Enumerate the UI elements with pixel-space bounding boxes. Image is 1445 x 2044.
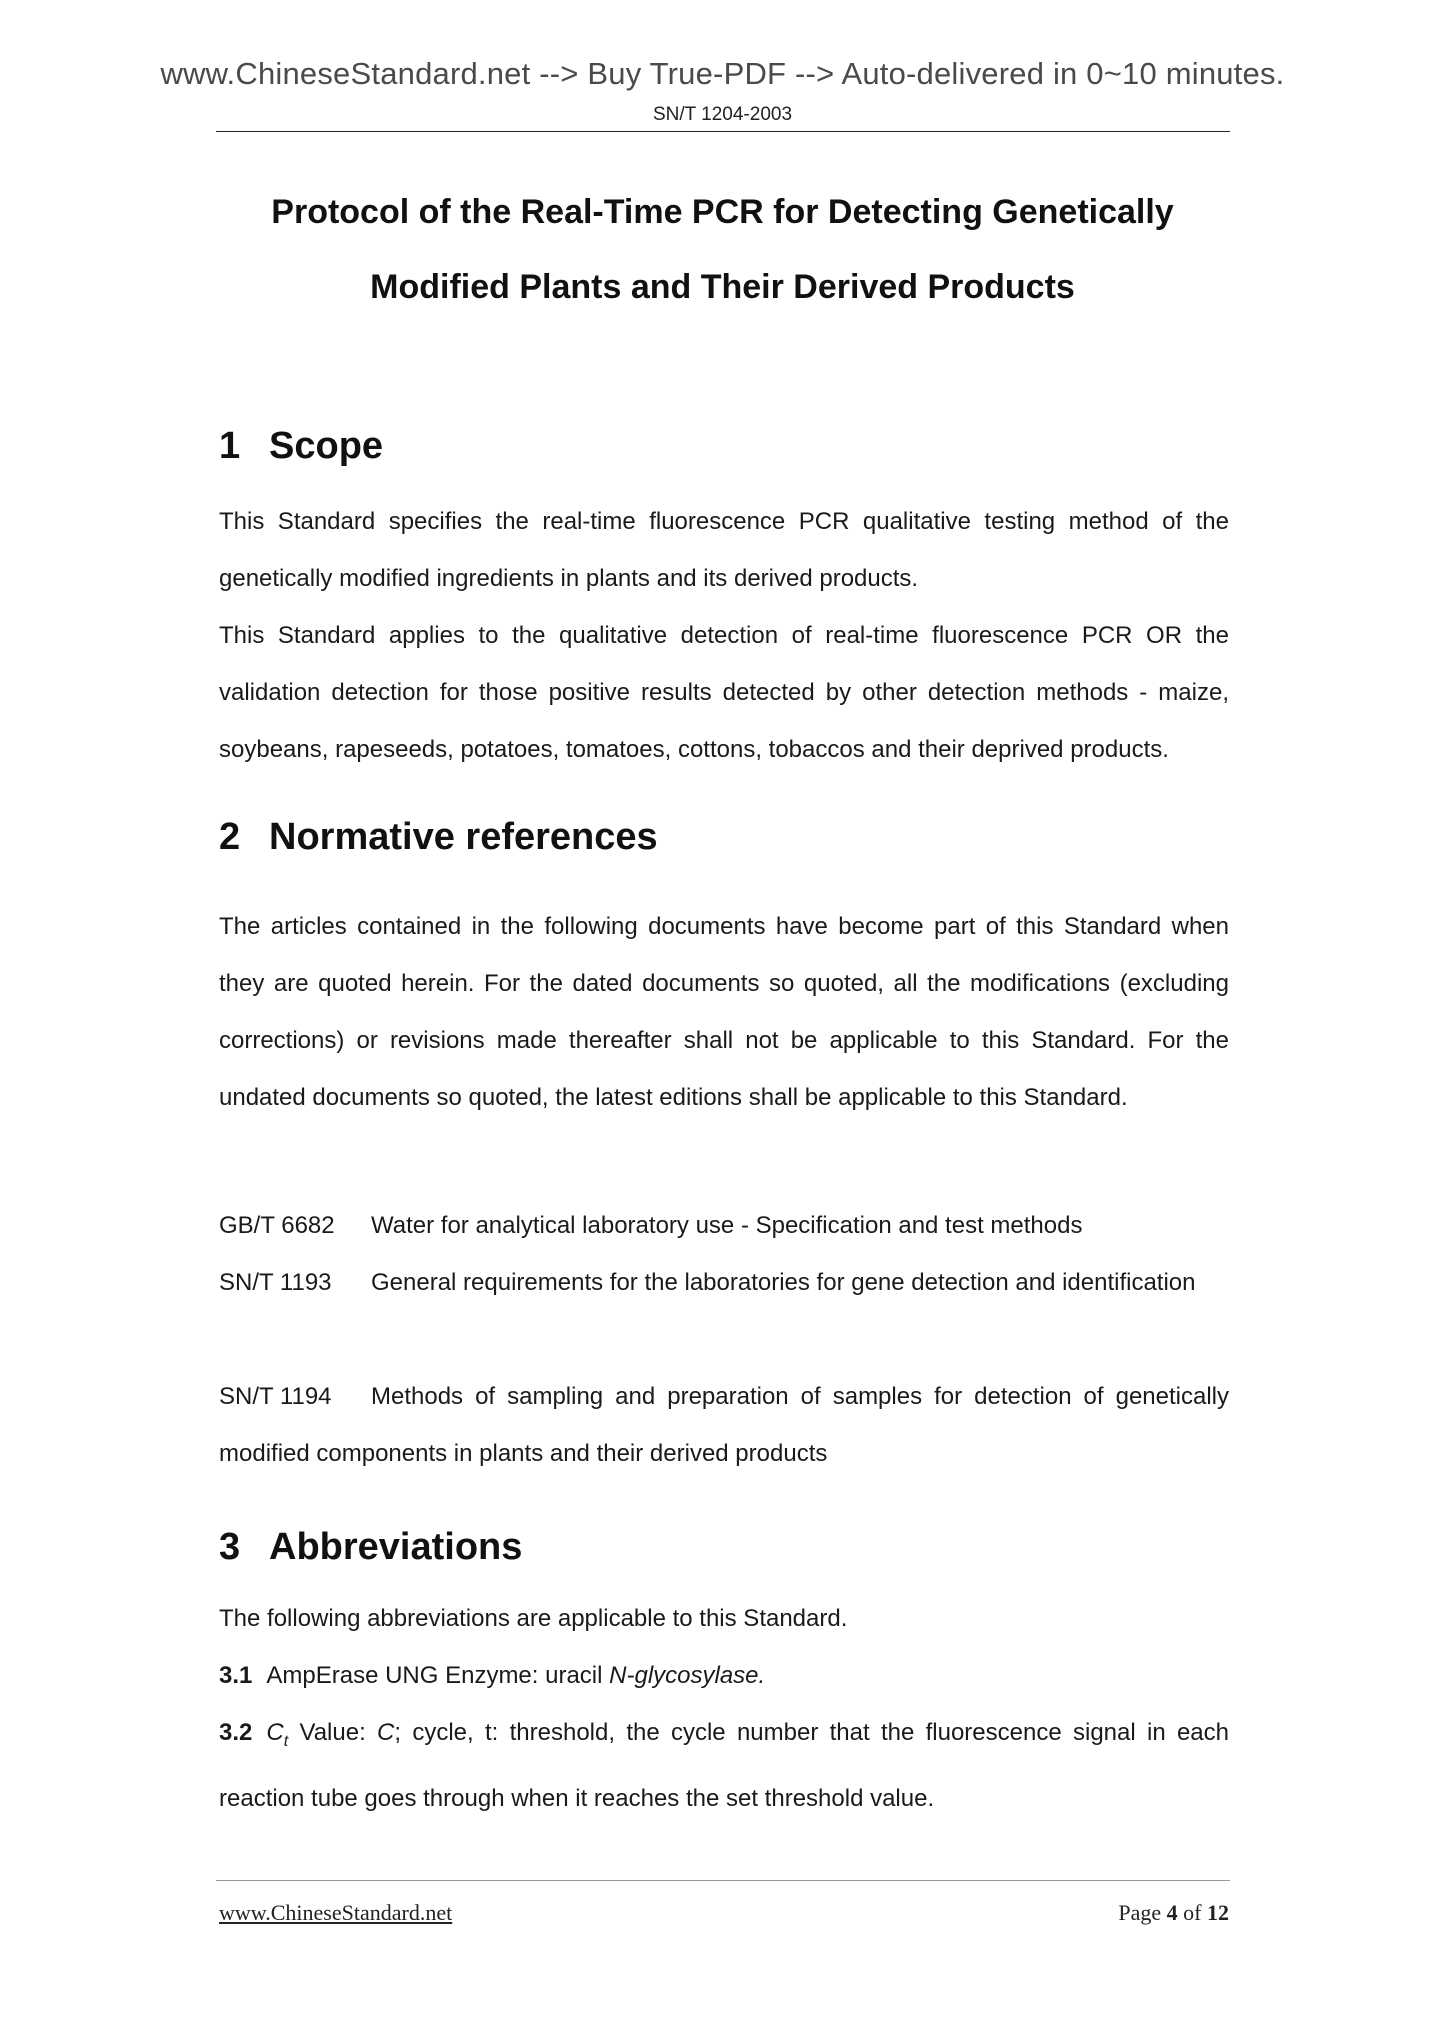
scope-paragraph-1: This Standard specifies the real-time fluorescence PCR qualitative testing method of the genetically modified ingredients in plants and its derived products. [219,508,1229,592]
standard-number: SN/T 1204-2003 [652,104,793,125]
cycle-symbol: C [377,1719,395,1746]
document-title-line1: Protocol of the Real-Time PCR for Detecting Genetically [271,193,1174,231]
section-scope-heading [219,425,1229,468]
reference-title: Water for analytical laboratory use - Specification and test methods [371,1212,1083,1239]
abbreviation-text: AmpErase UNG Enzyme: uracil [266,1662,610,1689]
section-number: 3 [219,1526,241,1568]
abbreviation-number: 3.1 [219,1662,253,1689]
reference-title: General requirements for the laboratories for gene detection and identification [371,1269,1196,1296]
reference-code: GB/T 6682 [219,1212,335,1239]
section-abbreviations-heading [219,1526,1229,1569]
current-page: 4 [1166,1900,1178,1925]
section-heading: Scope [269,425,384,467]
reference-item [219,1368,1229,1482]
scope-paragraph-2: This Standard applies to the qualitative detection of real-time fluorescence PCR OR the validation detection for those positive results detected by other detection methods - maize, soybeans, rapeseeds, potatoes, tomatoes, cottons, tobaccos and their deprived products. [219,622,1229,763]
section-heading: Normative references [269,816,658,858]
abbreviation-text-rest: ; cycle, t: threshold, the cycle number that the fluorescence signal in each reaction tube goes through when it reaches the set threshold value. [219,1719,1230,1812]
total-pages: 12 [1207,1900,1229,1925]
reference-item [219,1254,1229,1311]
reference-code: SN/T 1194 [219,1383,332,1410]
header-divider [216,131,1230,132]
section-number: 2 [219,816,241,858]
footer-divider [216,1880,1230,1881]
abbreviation-item [219,1704,1229,1827]
abbreviation-text: Value: [288,1719,378,1746]
abbreviation-number: 3.2 [219,1719,253,1746]
abbreviation-text-italic: N-glycosylase. [609,1662,766,1689]
document-title-line2: Modified Plants and Their Derived Products [370,268,1075,306]
normative-paragraph: The articles contained in the following documents have become part of this Standard when they are quoted herein. For the dated documents so quoted, all the modifications (excluding corrections) or revisions made thereafter shall not be applicable to this Standard. For the undated documents so quoted, the latest editions shall be applicable to this Standard. [219,913,1229,1111]
section-heading: Abbreviations [269,1526,523,1568]
abbreviations-intro: The following abbreviations are applicable to this Standard. [219,1605,848,1632]
header-banner[interactable]: www.ChineseStandard.net --> Buy True-PDF --> Auto-delivered in 0~10 minutes. [160,56,1285,91]
abbreviation-item [219,1647,1229,1704]
reference-item [219,1197,1229,1254]
reference-title: Methods of sampling and preparation of samples for detection of genetically modified components in plants and their derived products [219,1383,1229,1467]
reference-code: SN/T 1193 [219,1269,332,1296]
section-number: 1 [219,425,241,467]
page-indicator: Page 4 of 12 [1118,1900,1229,1925]
section-normative-heading [219,816,1229,859]
footer-site-link[interactable]: www.ChineseStandard.net [219,1900,453,1925]
ct-symbol: $C_t$ [266,1719,289,1750]
